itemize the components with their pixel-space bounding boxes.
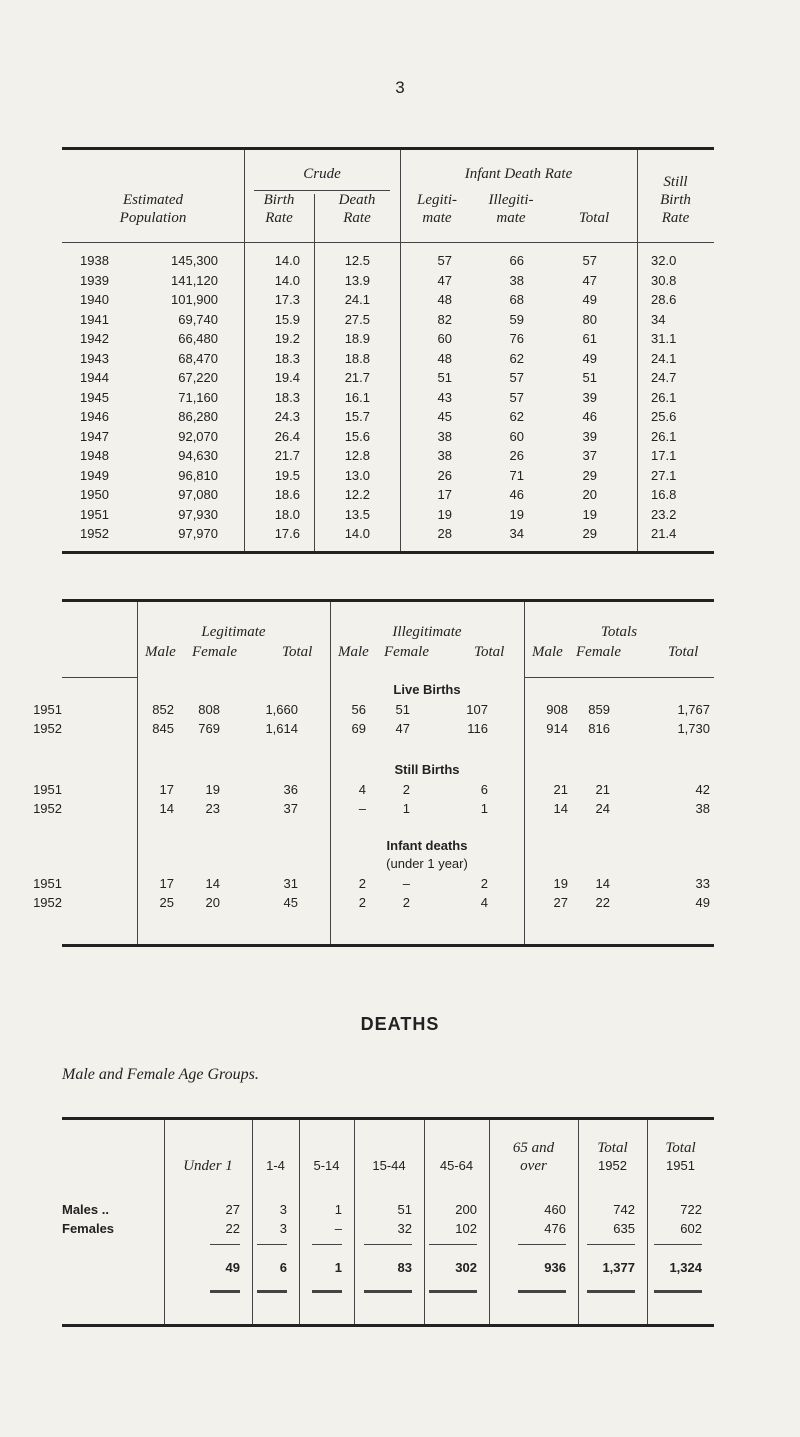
cell-still-birth-rate: 32.0 <box>651 253 677 268</box>
total-total-1951: 1,324 <box>669 1260 702 1275</box>
page-number: 3 <box>395 78 405 97</box>
cell-infant-legitimate: 28 <box>437 526 452 541</box>
total-rule <box>429 1290 477 1293</box>
cell-15-44: 51 <box>397 1202 412 1217</box>
section-title: Still Births <box>394 762 460 777</box>
cell-1-4: 3 <box>279 1202 287 1217</box>
cell-birth-rate: 21.7 <box>274 448 300 463</box>
cell-still-birth-rate: 26.1 <box>651 428 677 444</box>
cell-infant-legitimate: 51 <box>437 370 452 385</box>
cell-illegit-male: 2 <box>358 876 366 891</box>
cell-population: 96,810 <box>178 467 218 483</box>
sum-rule <box>364 1244 412 1245</box>
cell-still-birth-rate: 17.1 <box>651 448 677 463</box>
total-65-and-over: 936 <box>544 1260 566 1275</box>
cell-illegit-total: 2 <box>480 876 488 891</box>
total-45-64: 302 <box>455 1260 477 1275</box>
cell-total-total: 1,767 <box>677 702 710 717</box>
cell-death-rate: 24.1 <box>344 292 370 307</box>
cell-5-14: 1 <box>334 1202 342 1217</box>
total-15-44: 83 <box>397 1260 412 1275</box>
cell-illegit-female: 51 <box>395 702 410 717</box>
cell-death-rate: 15.6 <box>344 428 370 444</box>
cell-death-rate: 16.1 <box>344 389 370 405</box>
cell-population: 94,630 <box>178 448 218 463</box>
sum-rule <box>429 1244 477 1245</box>
cell-birth-rate: 18.3 <box>274 350 300 366</box>
cell-infant-legitimate: 43 <box>437 389 452 405</box>
cell-infant-total: 80 <box>582 311 597 327</box>
total-total-1952: 1,377 <box>602 1260 635 1275</box>
cell-still-birth-rate: 28.6 <box>651 292 677 307</box>
header-male: Male <box>532 644 563 660</box>
cell-infant-illegitimate: 26 <box>509 448 524 463</box>
header-male: Male <box>338 644 369 660</box>
cell-illegit-female: 47 <box>395 721 410 736</box>
cell-death-rate: 12.8 <box>344 448 370 463</box>
cell-death-rate: 12.2 <box>344 487 370 502</box>
sum-rule <box>210 1244 240 1245</box>
cell-legit-male: 17 <box>159 782 174 797</box>
header-still-rate: Rate <box>661 210 690 226</box>
cell-legit-female: 20 <box>205 895 220 910</box>
cell-legit-male: 17 <box>159 876 174 891</box>
cell-still-birth-rate: 31.1 <box>651 331 677 346</box>
cell-total-female: 816 <box>588 721 610 736</box>
cell-total-1952: 635 <box>613 1221 635 1236</box>
header-totals: Totals <box>600 624 638 640</box>
births-table <box>33 599 714 947</box>
cell-illegit-female: 2 <box>402 895 410 910</box>
cell-total-male: 914 <box>546 721 568 736</box>
cell-death-rate: 21.7 <box>344 370 370 385</box>
cell-total-female: 859 <box>588 702 610 717</box>
cell-birth-rate: 18.6 <box>274 487 300 502</box>
cell-death-rate: 13.9 <box>344 272 370 288</box>
cell-infant-legitimate: 26 <box>437 467 452 483</box>
cell-infant-total: 47 <box>582 272 597 288</box>
header-female: Female <box>384 644 429 660</box>
total-5-14: 1 <box>334 1260 342 1275</box>
cell-infant-illegitimate: 76 <box>509 331 524 346</box>
cell-still-birth-rate: 27.1 <box>651 467 677 483</box>
cell-death-rate: 18.9 <box>344 331 370 346</box>
cell-illegit-female: – <box>402 876 410 891</box>
cell-15-44: 32 <box>397 1221 412 1236</box>
cell-total-male: 14 <box>553 801 568 816</box>
cell-legit-male: 852 <box>152 702 174 717</box>
header-birth-rate: Rate <box>265 210 293 226</box>
total-under-1: 49 <box>225 1260 240 1275</box>
total-rule <box>257 1290 287 1293</box>
cell-legit-total: 36 <box>283 782 298 797</box>
sum-rule <box>587 1244 635 1245</box>
deaths-table <box>62 1117 714 1327</box>
header-illegitimate: Illegitimate <box>392 624 462 640</box>
cell-still-birth-rate: 21.4 <box>651 526 677 541</box>
cell-birth-rate: 17.3 <box>274 292 300 307</box>
cell-under-1: 27 <box>225 1202 240 1217</box>
cell-legit-female: 19 <box>205 782 220 797</box>
header-male: Male <box>145 644 176 660</box>
cell-legit-total: 1,614 <box>265 721 298 736</box>
cell-birth-rate: 17.6 <box>274 526 300 541</box>
cell-year: 1938 <box>80 253 109 268</box>
cell-illegit-male: 56 <box>351 702 366 717</box>
header-estimated: Estimated <box>123 192 183 208</box>
cell-infant-legitimate: 48 <box>437 350 452 366</box>
cell-infant-illegitimate: 68 <box>509 292 524 307</box>
cell-year: 1951 <box>33 702 62 717</box>
cell-death-rate: 27.5 <box>344 311 370 327</box>
cell-death-rate: 13.0 <box>344 467 370 483</box>
cell-infant-total: 39 <box>582 389 597 405</box>
cell-legit-female: 769 <box>198 721 220 736</box>
cell-illegit-total: 6 <box>480 782 488 797</box>
cell-total-male: 27 <box>553 895 568 910</box>
cell-infant-total: 61 <box>582 331 597 346</box>
total-rule <box>364 1290 412 1293</box>
cell-year: 1951 <box>80 506 109 522</box>
header-still-birth: Birth <box>660 192 691 208</box>
cell-population: 97,080 <box>178 487 218 502</box>
cell-infant-illegitimate: 46 <box>509 487 524 502</box>
cell-total-female: 14 <box>595 876 610 891</box>
header-infant-death-rate: Infant Death Rate <box>464 166 573 182</box>
rates-table <box>62 147 714 554</box>
cell-infant-total: 57 <box>582 253 597 268</box>
cell-infant-illegitimate: 62 <box>509 409 524 424</box>
header-total-1952: Total <box>597 1140 628 1156</box>
cell-year: 1944 <box>80 370 109 385</box>
header-total: Total <box>282 644 313 660</box>
cell-year: 1952 <box>33 721 62 736</box>
row-label: Males .. <box>62 1202 109 1217</box>
cell-infant-legitimate: 82 <box>437 311 452 327</box>
section-title: Infant deaths <box>386 838 468 853</box>
cell-illegit-male: – <box>358 801 366 816</box>
cell-total-male: 908 <box>546 702 568 717</box>
cell-birth-rate: 26.4 <box>274 428 300 444</box>
cell-still-birth-rate: 23.2 <box>651 506 677 522</box>
cell-death-rate: 13.5 <box>344 506 370 522</box>
header-1-4: 1-4 <box>266 1158 285 1173</box>
header-total-1952: 1952 <box>598 1158 627 1173</box>
cell-total-female: 21 <box>595 782 610 797</box>
cell-still-birth-rate: 16.8 <box>651 487 677 502</box>
cell-legit-total: 31 <box>283 876 298 891</box>
cell-total-total: 42 <box>695 782 710 797</box>
header-still: Still <box>663 174 688 190</box>
cell-infant-illegitimate: 60 <box>509 428 524 444</box>
cell-under-1: 22 <box>225 1221 240 1236</box>
cell-illegit-male: 2 <box>358 895 366 910</box>
cell-illegit-male: 4 <box>358 782 366 797</box>
cell-still-birth-rate: 26.1 <box>651 389 677 405</box>
header-65-and-over: over <box>520 1158 547 1174</box>
cell-infant-total: 20 <box>582 487 597 502</box>
cell-illegit-total: 116 <box>467 721 488 736</box>
cell-birth-rate: 19.5 <box>274 467 300 483</box>
cell-infant-total: 51 <box>582 370 597 385</box>
cell-death-rate: 12.5 <box>344 253 370 268</box>
cell-total-1951: 722 <box>680 1202 702 1217</box>
cell-total-total: 1,730 <box>677 721 710 736</box>
cell-infant-legitimate: 45 <box>437 409 452 424</box>
total-1-4: 6 <box>279 1260 287 1275</box>
cell-infant-total: 46 <box>582 409 597 424</box>
cell-population: 101,900 <box>171 292 218 307</box>
total-rule <box>210 1290 240 1293</box>
cell-total-female: 22 <box>595 895 610 910</box>
header-total-1951: Total <box>665 1140 696 1156</box>
row-label: Females <box>62 1221 115 1236</box>
deaths-subheading: Male and Female Age Groups. <box>62 1066 259 1083</box>
sum-rule <box>312 1244 342 1245</box>
cell-year: 1939 <box>80 272 109 288</box>
cell-total-1951: 602 <box>680 1221 702 1236</box>
cell-infant-legitimate: 48 <box>437 292 452 307</box>
cell-population: 71,160 <box>178 389 218 405</box>
cell-65-and-over: 476 <box>544 1221 566 1236</box>
cell-legit-total: 1,660 <box>265 702 298 717</box>
cell-infant-total: 19 <box>582 506 597 522</box>
cell-year: 1941 <box>80 311 109 327</box>
cell-infant-legitimate: 19 <box>437 506 452 522</box>
cell-infant-legitimate: 57 <box>437 253 452 268</box>
cell-infant-total: 49 <box>582 350 597 366</box>
header-total: Total <box>474 644 505 660</box>
cell-population: 92,070 <box>178 428 218 444</box>
cell-illegit-total: 4 <box>480 895 488 910</box>
cell-infant-illegitimate: 57 <box>509 370 524 385</box>
cell-1-4: 3 <box>279 1221 287 1236</box>
total-rule <box>312 1290 342 1293</box>
header-birth: Birth <box>263 192 295 208</box>
header-under-1: Under 1 <box>183 1158 233 1174</box>
cell-year: 1948 <box>80 448 109 463</box>
cell-birth-rate: 15.9 <box>274 311 300 327</box>
cell-population: 69,740 <box>178 311 218 327</box>
cell-legit-male: 14 <box>159 801 174 816</box>
cell-legit-total: 37 <box>283 801 298 816</box>
cell-year: 1950 <box>80 487 109 502</box>
cell-year: 1952 <box>33 895 62 910</box>
header-5-14: 5-14 <box>313 1158 340 1173</box>
sum-rule <box>518 1244 566 1245</box>
header-total: Total <box>668 644 699 660</box>
cell-total-total: 33 <box>695 876 710 891</box>
cell-infant-illegitimate: 62 <box>509 350 524 366</box>
cell-year: 1949 <box>80 467 109 483</box>
cell-infant-illegitimate: 38 <box>509 272 524 288</box>
cell-total-female: 24 <box>595 801 610 816</box>
header-crude: Crude <box>303 166 341 182</box>
cell-year: 1951 <box>33 782 62 797</box>
cell-still-birth-rate: 30.8 <box>651 272 677 288</box>
header-legitimate-2: mate <box>422 210 452 226</box>
cell-65-and-over: 460 <box>544 1202 566 1217</box>
cell-population: 145,300 <box>171 253 218 268</box>
cell-birth-rate: 19.2 <box>274 331 300 346</box>
cell-total-total: 49 <box>695 895 710 910</box>
cell-birth-rate: 24.3 <box>274 409 300 424</box>
cell-year: 1951 <box>33 876 62 891</box>
cell-death-rate: 18.8 <box>344 350 370 366</box>
sum-rule <box>654 1244 702 1245</box>
header-total: Total <box>578 210 610 226</box>
cell-population: 68,470 <box>178 350 218 366</box>
cell-population: 66,480 <box>178 331 218 346</box>
cell-year: 1952 <box>33 801 62 816</box>
cell-birth-rate: 18.3 <box>274 389 300 405</box>
cell-population: 67,220 <box>178 370 218 385</box>
cell-illegit-male: 69 <box>351 721 366 736</box>
cell-illegit-total: 107 <box>466 702 488 717</box>
cell-population: 86,280 <box>178 409 218 424</box>
cell-legit-female: 23 <box>205 801 220 816</box>
header-illegitimate-2: mate <box>496 210 526 226</box>
cell-illegit-female: 2 <box>402 782 410 797</box>
cell-year: 1942 <box>80 331 109 346</box>
header-death: Death <box>338 192 376 208</box>
cell-death-rate: 15.7 <box>344 409 370 424</box>
cell-45-64: 102 <box>455 1221 477 1236</box>
cell-total-total: 38 <box>695 801 710 816</box>
header-65-and-over: 65 and <box>512 1140 555 1156</box>
cell-birth-rate: 14.0 <box>274 272 300 288</box>
cell-45-64: 200 <box>455 1202 477 1217</box>
cell-year: 1946 <box>80 409 109 424</box>
cell-infant-legitimate: 38 <box>437 428 452 444</box>
cell-legit-male: 25 <box>159 895 174 910</box>
cell-still-birth-rate: 25.6 <box>651 409 677 424</box>
cell-year: 1943 <box>80 350 109 366</box>
cell-infant-legitimate: 17 <box>437 487 452 502</box>
cell-legit-total: 45 <box>283 895 298 910</box>
cell-infant-total: 39 <box>582 428 597 444</box>
cell-infant-illegitimate: 57 <box>509 389 524 405</box>
cell-5-14: – <box>334 1221 342 1236</box>
cell-population: 97,930 <box>178 506 218 522</box>
header-legitimate: Legiti- <box>417 192 457 208</box>
section-title: Live Births <box>393 682 461 697</box>
cell-legit-male: 845 <box>152 721 174 736</box>
cell-year: 1940 <box>80 292 109 307</box>
cell-year: 1945 <box>80 389 109 405</box>
cell-infant-legitimate: 38 <box>437 448 452 463</box>
cell-infant-illegitimate: 66 <box>509 253 524 268</box>
cell-still-birth-rate: 24.7 <box>651 370 677 385</box>
header-population: Population <box>119 210 187 226</box>
total-rule <box>654 1290 702 1293</box>
sum-rule <box>257 1244 287 1245</box>
cell-total-male: 19 <box>553 876 568 891</box>
cell-year: 1947 <box>80 428 109 444</box>
cell-population: 97,970 <box>178 526 218 541</box>
cell-birth-rate: 14.0 <box>274 253 300 268</box>
cell-infant-illegitimate: 19 <box>509 506 524 522</box>
cell-total-1952: 742 <box>613 1202 635 1217</box>
section-title: (under 1 year) <box>386 856 468 871</box>
header-female: Female <box>576 644 621 660</box>
cell-total-male: 21 <box>553 782 568 797</box>
cell-infant-total: 49 <box>582 292 597 307</box>
header-death-rate: Rate <box>343 210 371 226</box>
cell-birth-rate: 18.0 <box>274 506 300 522</box>
header-45-64: 45-64 <box>439 1158 474 1173</box>
cell-death-rate: 14.0 <box>344 526 370 541</box>
header-illegitimate: Illegiti- <box>488 192 534 208</box>
header-female: Female <box>192 644 237 660</box>
cell-illegit-total: 1 <box>480 801 488 816</box>
cell-infant-legitimate: 47 <box>437 272 452 288</box>
cell-population: 141,120 <box>171 272 218 288</box>
cell-year: 1952 <box>80 526 109 541</box>
cell-illegit-female: 1 <box>402 801 410 816</box>
cell-infant-illegitimate: 71 <box>509 467 524 483</box>
cell-infant-illegitimate: 34 <box>509 526 524 541</box>
header-total-1951: 1951 <box>666 1158 695 1173</box>
total-rule <box>587 1290 635 1293</box>
cell-birth-rate: 19.4 <box>274 370 300 385</box>
header-15-44: 15-44 <box>372 1158 406 1173</box>
cell-infant-illegitimate: 59 <box>509 311 524 327</box>
cell-infant-total: 29 <box>582 526 597 541</box>
header-legitimate: Legitimate <box>201 624 266 640</box>
deaths-heading: DEATHS <box>360 1014 440 1034</box>
cell-still-birth-rate: 34 <box>651 311 666 327</box>
total-rule <box>518 1290 566 1293</box>
cell-infant-total: 29 <box>582 467 597 483</box>
cell-legit-female: 14 <box>205 876 220 891</box>
cell-infant-total: 37 <box>582 448 597 463</box>
cell-legit-female: 808 <box>198 702 220 717</box>
cell-infant-legitimate: 60 <box>437 331 452 346</box>
cell-still-birth-rate: 24.1 <box>651 350 677 366</box>
